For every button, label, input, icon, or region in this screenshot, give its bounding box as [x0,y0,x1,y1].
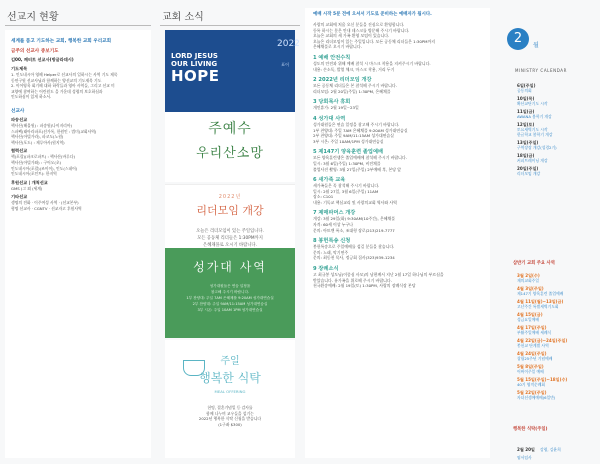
pot-icon [183,360,205,376]
welcome-line: 은혜채플로 오시기 바랍니다. [313,44,362,50]
cal-event: 제147기 양육훈련 졸업예배 [517,291,564,296]
cal-event: 자녀선생께예배(6일만) [517,395,556,400]
news-content [305,8,490,458]
prayer-title: 기도제목 [11,66,28,71]
mission-subhead: 금주의 선교사 중보기도 [11,49,59,54]
cal-date: 18일(금) [517,153,535,158]
news-item-line: 받았습니다. 유가족을 위로해 주시기 바랍니다. [313,277,392,283]
choir-text [165,283,295,313]
news-item-line: 3부 시온: 주일 10AM/1PM 성가대연습실 [313,138,384,144]
news-item [313,76,482,94]
news-item-line: 성도의 안전과 위해 예배 참석 시 마스크 착용을 지켜주시기 바랍니다. [313,60,431,66]
cal-event: 리더모임 개강 [517,171,541,176]
welcome-line: 사랑의 교회에 처음 오신 분들을 진심으로 환영합니다. [313,22,405,27]
cal-event: 재의교회주일 [517,278,540,283]
news-item-line: 일시: 2월 27일, 3월 6일(주일) 11AM [313,188,379,194]
news-item-line: 모든 양육훈련생은 졸업예배에 참석해 주시기 바랍니다. [313,155,407,161]
cal-date: 4월 24일(주일) [517,351,547,356]
choir-line: 1부 찬양대: 주일 7AM 은혜채플 9:20AM 성가대연습실 [186,296,274,300]
news-item-line: 리더모임: 2월 20일(주일) 1:30PM, 은혜채플 [313,88,391,94]
news-item-line: 졸업사진 촬영: 3월 27일(주일) 2부예배 후, 본당 앞 [313,166,402,172]
cal-event: 40기 영적순례회 [517,382,546,387]
group-name: 파송선교 [11,116,28,122]
ministry-calendar [495,8,595,458]
group-name: 기타선교 [11,194,28,200]
cal-event: 고난주간 특별새벽기도회 [517,304,559,309]
cal-event: 강령, 김윤희 [539,447,561,452]
choir-heading: 성가대 사역 [193,260,267,274]
group-line: 핵(포괄)(파크로파트) : 핵사산(바루다) [11,154,75,160]
meal-line: 헌팅, 결혼기념일 등 감사를 [207,404,253,410]
group-line: 핵사산(아빌가라), 파코도(노원) [11,134,64,140]
month-unit: 월 [533,42,539,49]
prayer-line: 1. 인도네시아 영해 Helper로 선교사의 일하시는 사역 기도 제목 [11,72,118,77]
motto-line1: LORD JESUS [171,52,218,60]
news-item-line: 문의: 최동천 목사, 정긍회 집사(323)939-1234 [313,255,395,261]
hope-line1: 주예수 [208,121,252,137]
cal-event: 구역장장 개강(성경2기) [517,145,557,150]
cal-event: 한글학교 봄학기 개강 [517,132,553,137]
motto-line2: OUR LIVING [171,60,218,68]
news-item [313,209,482,233]
news-item-title: 7 제매파머스 개강 [313,210,356,217]
cal-event: 어버이주일 예배 [517,369,544,374]
news-item-line: 고 최규봉 성도님(이종심 사모)의 남편께서 지난 2월 17일 하나님의 부르심을 [313,272,444,278]
cal-date: 11일(금) [517,109,535,114]
news-item-line: 내용: 기독교 핵심교리 및 사랑의교회 역사와 사역 [313,199,397,205]
cal-event: 창립25주년 기념예배 [517,356,553,361]
news-item-line: 봉헌특송으로 주일예배를 섬길 분들을 찾습니다. [313,244,395,250]
prayer-line: 인도하심이 있게 하소서. [11,94,52,100]
news-item [313,237,482,261]
cal-date: 5월 22일(주일) [517,390,547,395]
welcome-line: 등록 하시는 분은 안내 데스크를 방문해 주시기 바랍니다. [313,27,410,33]
news-item-line: 개인휴가: 2월 19일~23일 [313,105,359,111]
cal-date: 5월 15일(주일)~18일(수) [517,377,568,382]
motto-year: 2022 [277,39,300,49]
choir-line: 3부 시온: 주일 10AM 1PM 성가대연습실 [197,308,263,312]
choir-line: 성가대원들은 연습 일정을 [209,284,251,288]
calendar-list [517,80,592,176]
mission-intro: 세계를 품고 기도하는 교회, 행복한 교회 우리교회 [11,39,112,44]
meal-schedule [517,436,592,460]
news-item-line: 문의: 노래, 악기연주 [313,249,349,255]
group-line: 스파펙(태아라파포)선가톡, 한원인 : 법미(교회사역) [11,128,97,134]
cal-date: 4월 15일(금) [517,312,543,317]
prayer-line: 동연구원 선교사님과 함께하는 양선교의 기도제목 기도 [11,77,102,83]
cal-event: 토요새벽기도 시작 [517,127,548,132]
leader-text [165,228,295,249]
choir-line: 참고해 주시기 바랍니다. [210,290,250,294]
leader-text-line: 오늘은 리더모임이 있는 주일입니다. [196,229,264,234]
news-cards-column [160,8,300,458]
cal-event: 부활주일예배 세례식 [517,330,552,335]
news-item [313,148,482,172]
meal-head1: 주일 [220,356,240,367]
cal-date: 3월 2일(수) [517,273,540,278]
news-item-line: 내용: 손소독, 발열 체크, 마스크 착용, 거리 두기 [313,66,395,72]
motto-big: HOPE [171,67,220,85]
cal-date: 4월 22일(금)~24일(주일) [517,338,568,343]
news-item [313,98,482,111]
group-line: 핵사산(포도) : 제루아사(원지역) [11,139,65,145]
cal-date: 4월 17일(주일) [517,325,547,330]
meal-line: 함께 나누며 교우들을 섬기는 [206,410,254,416]
motto-card [165,30,300,112]
meal-subtitle: 행복한 식탁(주일) [513,427,548,432]
leader-text-line: 모든 공동체 리더들은 1:30PM까지 [197,236,263,241]
news-item-title: 1 예배 안전수칙 [313,54,351,61]
news-item-line: 일시: 3월 6일(주일) 1:30PM, 비전채플 [313,160,381,166]
hope-card [165,112,295,182]
news-intro: 예배 시작 5분 전에 오셔서 기도로 준비하는 예배자가 됩시다. [313,12,432,17]
choir-card [165,248,295,338]
news-item-title: 3 당회목사 휴회 [313,99,351,106]
mission-box [5,30,151,458]
group-line: 형명 선교사 · CGNTV · 선교자고 후원사역 [11,205,82,211]
group-line: 인도네시아(포인트): 한지역 [11,171,57,177]
choir-line: 2부 찬양대: 주일 9AM/11:15AM 성가대연습실 [192,302,268,306]
news-item [313,115,482,144]
calendar-list-2 [517,270,592,400]
group-name: 협력선교 [11,148,28,154]
meal-card [165,340,295,458]
news-item-title: 2 2022년 리더모임 개강 [313,77,372,84]
news-title: 교회 소식 [160,8,300,26]
meal-text [165,405,295,428]
news-item [313,176,482,205]
cal-date: 10일(목) [517,96,535,101]
news-item-title: 8 봉헌특송 신청 [313,238,351,245]
cal-event: AWANA 봄학기 개강 [517,114,552,119]
welcome-line: 오늘은 교회의 새 가족 환영 모임이 있습니다. [313,33,390,39]
meal-head2: 행복한 식탁 [199,371,261,385]
news-item-line: 2부 찬양대: 주일 9AM/11:15AM 성가대연습실 [313,133,394,139]
group-line: 핵사산(해울원) : 파송원(나이지리아) [11,122,72,128]
leader-card [165,184,295,248]
cal-event: 성금요일예배 [517,317,540,322]
mission-column [5,8,151,458]
group-name: 후원선교 | 개척선교 [11,179,48,185]
mission-title: 선교지 현황 [5,8,151,26]
news-item-title: 6 새가족 교육 [313,177,346,184]
calendar-title: MINISTRY CALENDAR [515,68,568,73]
cal-date: 6일(주일) [517,83,536,88]
group-line: 생명의 전화 · 이주여성 사역 · (선교본부) [11,200,79,206]
news-item [313,265,482,289]
cal-date: 20일(주일) [517,166,539,171]
cal-date: 13일(주일) [517,140,539,145]
cal-event: 염서임사 [517,455,532,460]
group-line: GMS (그 외 (세계) [11,185,43,191]
cal-event: 커피트레이닝 개강 [517,158,548,163]
news-item-line: 장소: C101 [313,194,334,200]
news-item-title: 5 제147기 양육훈련 졸업예배 [313,149,383,156]
month-number: 2 [507,28,529,50]
cal-date: 12일(토) [517,122,535,127]
calendar-subtitle: 삼반기 교회 주요 사역 [513,261,555,266]
leader-heading: 리더모임 개강 [196,204,264,217]
news-item-line: 성가대원들은 연습 일정을 참고해 주시기 바랍니다. [313,121,400,127]
news-item-title: 4 성가대 사역 [313,115,346,122]
prayer-line: 2. 이어영육 회기해 대하 하락들과 영아 사역들, 그리고 선교 미 [11,83,115,89]
motto-text [171,52,220,84]
news-item-line: 새가족들은 꼭 참석해 주시기 바랍니다. [313,183,380,189]
news-item-title: 9 장례소식 [313,266,339,273]
news-item-line: 자격: 60세 이상 누구나 [313,222,354,228]
prayer-line: 교양에 참여하는 어린원도 을 가운데 성령의 보호하심과 [11,88,103,94]
mission-name: 김00, 께터트 선교사(방글라데시) [11,57,74,62]
news-item-line: 문의: 아트앤 폭소, 조대형 장로(213)219-7777 [313,227,395,233]
news-item-line: 모든 공동체 리더들은 본 참석해 주시기 바랍니다. [313,83,397,89]
cal-date: 5월 8일(주일) [517,364,544,369]
meal-line: 2022년 행복한 식탁 신청을 받습니다 [198,416,262,422]
cal-date: 2월 20일 [517,447,535,452]
news-item [313,54,482,72]
cal-date: 4월 11일(월)~13일(금) [517,299,564,304]
meal-line: (1구좌 $300) [218,422,242,428]
cal-event: 공동의회 [517,88,532,93]
cal-event: 확산교단기도 시작 [517,101,548,106]
group-line: 핵사산(아빌가와) : 구어오(초) [11,159,61,165]
cal-event: 봉헌교 단계별 사역 [517,343,549,348]
welcome-line: 오늘은 리더모임이 있는 주일입니다. 모든 공동체 리더들은 1:30PM까지 [313,38,436,44]
motto-sub: 표어 [281,62,289,67]
missionary-section: 선교사 [11,108,25,114]
meal-sub: MEAL OFFERING [214,389,246,394]
news-item-line: 1부 찬양대: 주일 7AM 은혜채플 9:20AM 성가대연습실 [313,127,408,133]
cal-date: 4월 3일(주일) [517,286,544,291]
leader-year: 2022년 [218,194,242,200]
news-item-line: 개강: 3월 29일(화) 9:30AM(10주간), 은혜채플 [313,216,396,222]
hope-line2: 우리산소망 [196,146,264,161]
news-item-line: 천국환송예배: 2월 19일(토) 1:30PM, 사랑의 장례식장 본당 [313,283,416,289]
leader-text-line: 은혜채플로 오시기 바랍니다. [203,243,257,248]
group-line: 인도네시아(포괄)(조이이), 인도(스네어) [11,165,78,171]
